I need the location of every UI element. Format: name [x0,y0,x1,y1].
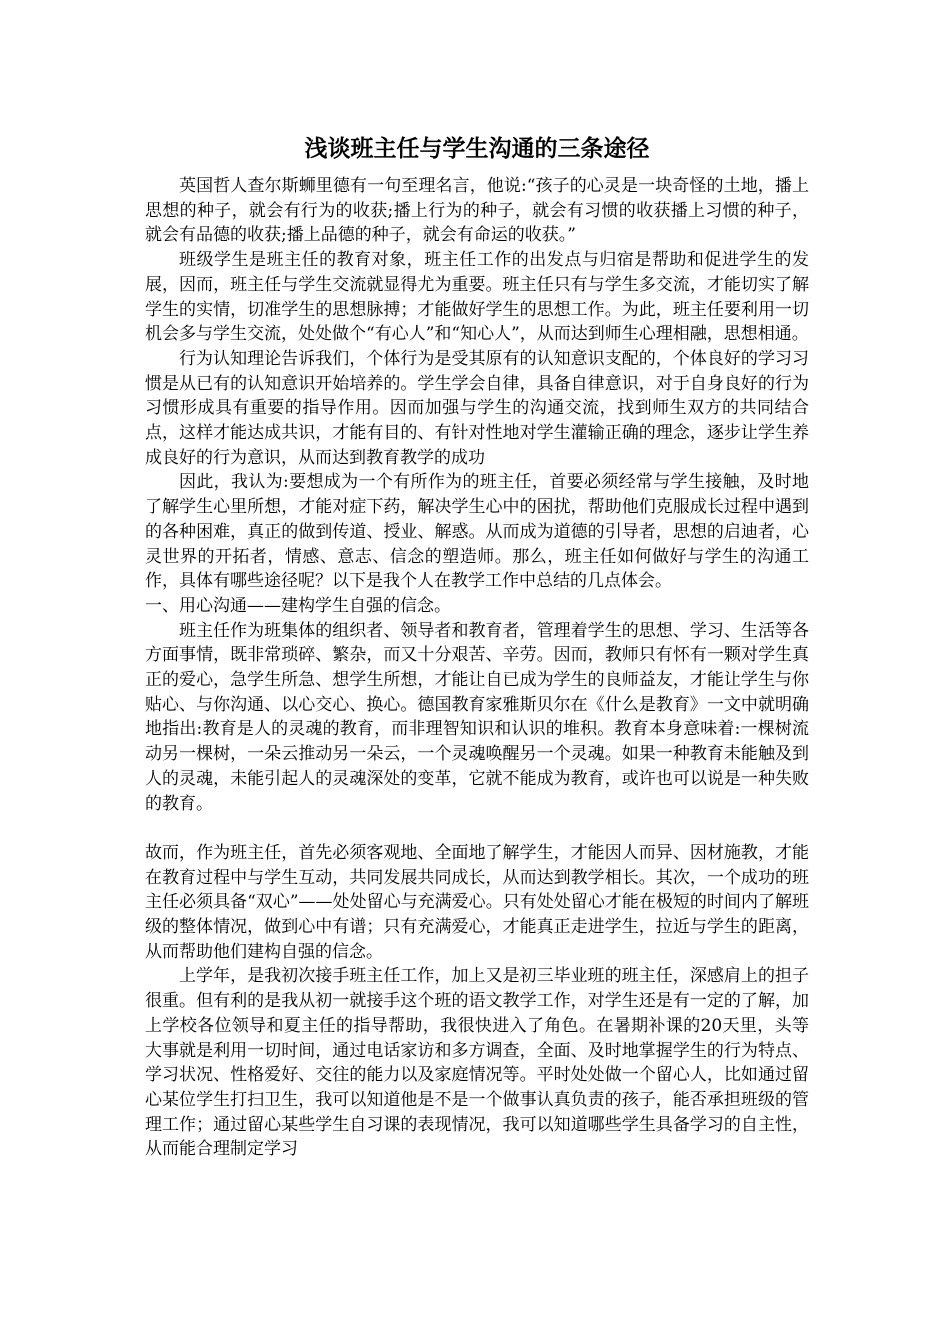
paragraph-last-year: 上学年，是我初次接手班主任工作，加上又是初三毕业班的班主任，深感肩上的担子很重。但有利的是我从初一就接手这个班的语文教学工作，对学生还是有一定的了解，加上学校各位领导和夏主任的指导帮助，我很快进入了角色。在暑期补课的20天里，头等大事就是利用一切时间，通过电话家访和多方调查，全面、及时地掌握学生的行为特点、学习状况、性格爱好、交往的能力以及家庭情况等。平时处处做一个留心人，比如通过留心某位学生打扫卫生，我可以知道他是不是一个做事认真负责的孩子，能否承担班级的管理工作；通过留心某些学生自习课的表现情况，我可以知道哪些学生具备学习的自主性，从而能合理制定学习 [145,966,809,1160]
paragraph-class-students: 班级学生是班主任的教育对象，班主任工作的出发点与归宿是帮助和促进学生的发展，因而，班主任与学生交流就显得尤为重要。班主任只有与学生多交流，才能切实了解学生的实情，切准学生的思想脉搏；才能做好学生的思想工作。为此，班主任要利用一切机会多与学生交流，处处做个“有心人”和“知心人”，从而达到师生心理相融，思想相通。 [145,250,809,345]
paragraph-behavior-theory: 行为认知理论告诉我们，个体行为是受其原有的认知意识支配的，个体良好的学习习惯是从已有的认知意识开始培养的。学生学会自律，具备自律意识，对于自身良好的行为习惯形成具有重要的指导作用。因而加强与学生的沟通交流，找到师生双方的共同结合点，这样才能达成共识，才能有目的、有针对性地对学生灌输正确的理念，逐步让学生养成良好的行为意识，从而达到教育教学的成功 [145,348,809,468]
paragraph-class-teacher-role: 班主任作为班集体的组织者、领导者和教育者，管理着学生的思想、学习、生活等各方面事情，既非常琐碎、繁杂，而又十分艰苦、辛劳。因而，教师只有怀有一颗对学生真正的爱心，急学生所急、想学生所想，才能让自已成为学生的良师益友，才能让学生与你贴心、与你沟通、以心交心、换心。德国教育家雅斯贝尔在《什么是教育》一文中就明确地指出:教育是人的灵魂的教育，而非理智知识和认识的堆积。教育本身意味着:一棵树流动另一棵树，一朵云推动另一朵云，一个灵魂唤醒另一个灵魂。如果一种教育未能触及到人的灵魂，未能引起人的灵魂深处的变革，它就不能成为教育，或许也可以说是一种失败的教育。 [145,620,809,814]
paragraph-hence: 故而，作为班主任，首先必须客观地、全面地了解学生，才能因人而异、因材施教，才能在教育过程中与学生互动，共同发展共同成长，从而达到教学相长。其次，一个成功的班主任必须具备“双心”——处处留心与充满爱心。只有处处留心才能在极短的时间内了解班级的整体情况，做到心中有谱；只有充满爱心，才能真正走进学生，拉近与学生的距离，从而帮助他们建构自强的信念。 [145,842,809,962]
paragraph-therefore: 因此，我认为:要想成为一个有所作为的班主任，首要必须经常与学生接触，及时地了解学生心里所想，才能对症下药，解决学生心中的困扰，帮助他们克服成长过程中遇到的各种困难，真正的做到传道、授业、解惑。从而成为道德的引导者，思想的启迪者，心灵世界的开拓者，情感、意志、信念的塑造师。那么，班主任如何做好与学生的沟通工作，具体有哪些途径呢？以下是我个人在教学工作中总结的几点体会。 [145,472,809,592]
document-body [145,174,809,1162]
section-heading-1: 一、用心沟通——建构学生自强的信念。 [145,595,451,616]
paragraph-quote: 英国哲人查尔斯蛳里德有一句至理名言，他说:“孩子的心灵是一块奇怪的土地，播上思想的种子，就会有行为的收获;播上行为的种子，就会有习惯的收获播上习惯的种子，就会有品德的收获;播上品德的种子，就会有命运的收获。” [145,176,809,246]
document-title: 浅谈班主任与学生沟通的三条途径 [304,136,650,162]
blank-line [145,816,809,841]
